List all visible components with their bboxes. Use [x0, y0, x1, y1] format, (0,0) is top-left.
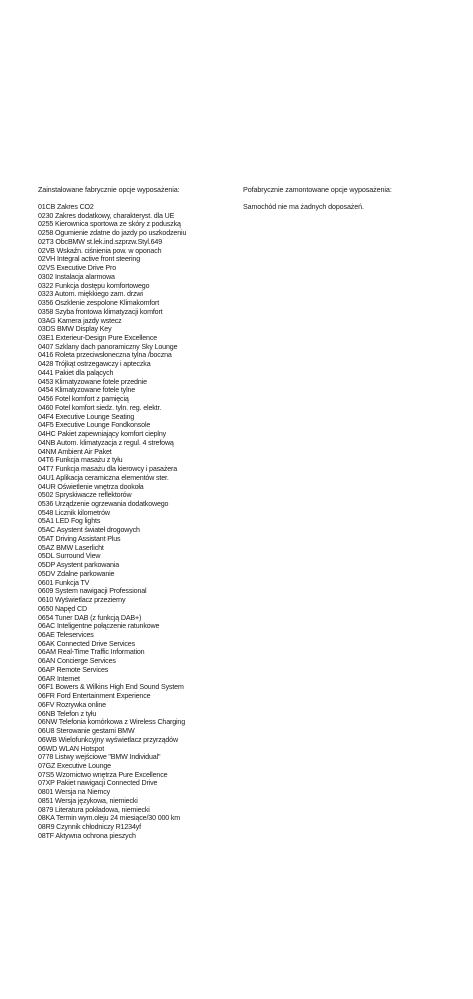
option-item: 0536 Urządzenie ogrzewania dodatkowego — [38, 499, 169, 508]
option-item: 04T7 Funkcja masażu dla kierowcy i pasażera — [38, 465, 178, 474]
option-item: 07S5 Wzornictwo wnętrza Pure Excellence — [38, 770, 168, 779]
option-item: 04F4 Executive Lounge Seating — [38, 412, 135, 421]
option-item: 0851 Wersja językowa, niemiecki — [38, 796, 138, 805]
option-item: 0441 Pakiet dla palących — [38, 368, 114, 377]
option-item: 0460 Fotel komfort siedz. tyln. reg. elektr. — [38, 403, 162, 412]
option-item: 06F1 Bowers & Wilkins High End Sound System — [38, 683, 184, 692]
option-item: 08KA Termin wym.oleju 24 miesiące/30 000 km — [38, 814, 181, 823]
option-item: 0255 Kierownica sportowa ze skóry z poduszką — [38, 220, 181, 229]
option-item: 08TF Aktywna ochrona pieszych — [38, 831, 136, 840]
option-item: 05AC Asystent świateł drogowych — [38, 526, 140, 535]
option-item: 04U1 Aplikacja ceramiczna elementów ster. — [38, 473, 169, 482]
factory-options-list — [38, 203, 234, 841]
option-item: 0416 Roleta przeciwsłoneczna tylna /boczna — [38, 351, 172, 360]
option-item: 0302 Instalacja alarmowa — [38, 272, 115, 281]
option-item: 0453 Klimatyzowane fotele przednie — [38, 377, 147, 386]
option-item: 0323 Autom. miękkiego zam. drzwi — [38, 290, 143, 299]
option-item: 07GZ Executive Lounge — [38, 762, 111, 770]
option-item: 04UR Oświetlenie wnętrza dookoła — [38, 482, 144, 491]
option-item: 01CB Zakres CO2 — [38, 203, 94, 211]
option-item: 05A1 LED Fog lights — [38, 517, 101, 526]
option-item: 04NB Autom. klimatyzacja z regul. 4 strefową — [38, 438, 174, 447]
option-item: 0610 Wyświetlacz przezierny — [38, 596, 126, 605]
option-item: 0230 Zakres dodatkowy, charakteryst. dla UE — [38, 211, 175, 220]
option-item: 06AK Connected Drive Services — [38, 639, 135, 648]
option-item: 03E1 Exterieur-Design Pure Excellence — [38, 334, 158, 343]
option-item: 0548 Licznik kilometrów — [38, 508, 110, 517]
option-item: 06NB Telefon z tyłu — [38, 709, 97, 718]
option-item: 06WB Wielofunkcyjny wyświetlacz przyrządów — [38, 735, 178, 744]
option-item: 0778 Listwy wejściowe "BMW Individual" — [38, 753, 161, 762]
option-item: 0801 Wersja na Niemcy — [38, 788, 111, 797]
option-item: 0358 Szyba frontowa klimatyzacji komfort — [38, 307, 163, 316]
option-item: 06NW Telefonia komórkowa z Wireless Charging — [38, 718, 186, 727]
option-item: 03DS BMW Display Key — [38, 325, 112, 334]
option-item: 0456 Fotel komfort z pamięcią — [38, 395, 129, 404]
option-item: 06FV Rozrywka online — [38, 700, 106, 709]
option-item: 08R9 Czynnik chłodniczy R1234yf — [38, 823, 141, 832]
option-item: 05AZ BMW Laserlicht — [38, 543, 104, 552]
option-item: 06FR Ford Entertainment Experience — [38, 692, 151, 701]
option-item: 06WD WLAN Hotspot — [38, 744, 105, 753]
option-item: 0407 Szklany dach panoramiczny Sky Lounge — [38, 342, 178, 351]
option-item: 0502 Spryskiwacze reflektorów — [38, 491, 132, 500]
option-item: 0322 Funkcja dostępu komfortowego — [38, 281, 150, 290]
option-item: 04F5 Executive Lounge Fondkonsole — [38, 421, 151, 430]
option-item: 0428 Trójkąt ostrzegawczy i apteczka — [38, 360, 151, 369]
option-item: 06AC Inteligentne połączenie ratunkowe — [38, 622, 160, 631]
option-item: 03AG Kamera jazdy wstecz — [38, 316, 122, 325]
option-item: 06AE Teleservices — [38, 630, 94, 639]
option-item: 02VH Integral active front steering — [38, 255, 141, 264]
option-item: 0454 Klimatyzowane fotele tylne — [38, 386, 136, 395]
option-item: 02T3 ObcBMW st.lek.ind.szprzw.Styl.649 — [38, 237, 163, 246]
option-item: 05DP Asystent parkowania — [38, 561, 120, 570]
option-item: 0650 Napęd CD — [38, 604, 87, 613]
option-item: 0654 Tuner DAB (z funkcją DAB+) — [38, 613, 142, 622]
option-item: 07XP Pakiet nawigacji Connected Drive — [38, 779, 158, 788]
option-item: 0609 System nawigacji Professional — [38, 587, 147, 596]
option-item: 0356 Oszklenie zespolone Klimakomfort — [38, 299, 160, 308]
option-item: 02VS Executive Drive Pro — [38, 264, 117, 273]
option-item: 05DL Surround View — [38, 552, 101, 561]
factory-options-section — [38, 185, 234, 841]
aftermarket-options-section — [243, 185, 463, 212]
option-item: 06AN Concierge Services — [38, 657, 116, 666]
option-item: 06AR Internet — [38, 674, 80, 683]
factory-options-heading: Zainstalowane fabrycznie opcje wyposażenia: — [38, 185, 180, 194]
option-item: 06U8 Sterowanie gestami BMW — [38, 727, 135, 736]
option-item: 0879 Literatura pokładowa, niemiecki — [38, 805, 150, 814]
option-item: 04NM Ambient Air Paket — [38, 447, 112, 456]
option-item: 05DV Zdalne parkowanie — [38, 569, 115, 578]
option-item: 05AT Driving Assistant Plus — [38, 534, 121, 543]
aftermarket-options-heading: Pofabrycznie zamontowane opcje wyposażenia: — [243, 185, 392, 194]
option-item: 06AP Remote Services — [38, 665, 109, 674]
option-item: 0601 Funkcja TV — [38, 578, 90, 587]
option-item: 04T6 Funkcja masażu z tyłu — [38, 456, 123, 465]
option-item: 06AM Real-Time Traffic Information — [38, 648, 145, 657]
no-aftermarket-note: Samochód nie ma żadnych doposażeń. — [243, 203, 364, 211]
option-item: 02VB Wskaźn. ciśnienia pow. w oponach — [38, 246, 162, 255]
option-item: 04HC Pakiet zapewniający komfort cieplny — [38, 430, 167, 439]
option-item: 0258 Ogumienie zdatne do jazdy po uszkodzeniu — [38, 229, 187, 238]
